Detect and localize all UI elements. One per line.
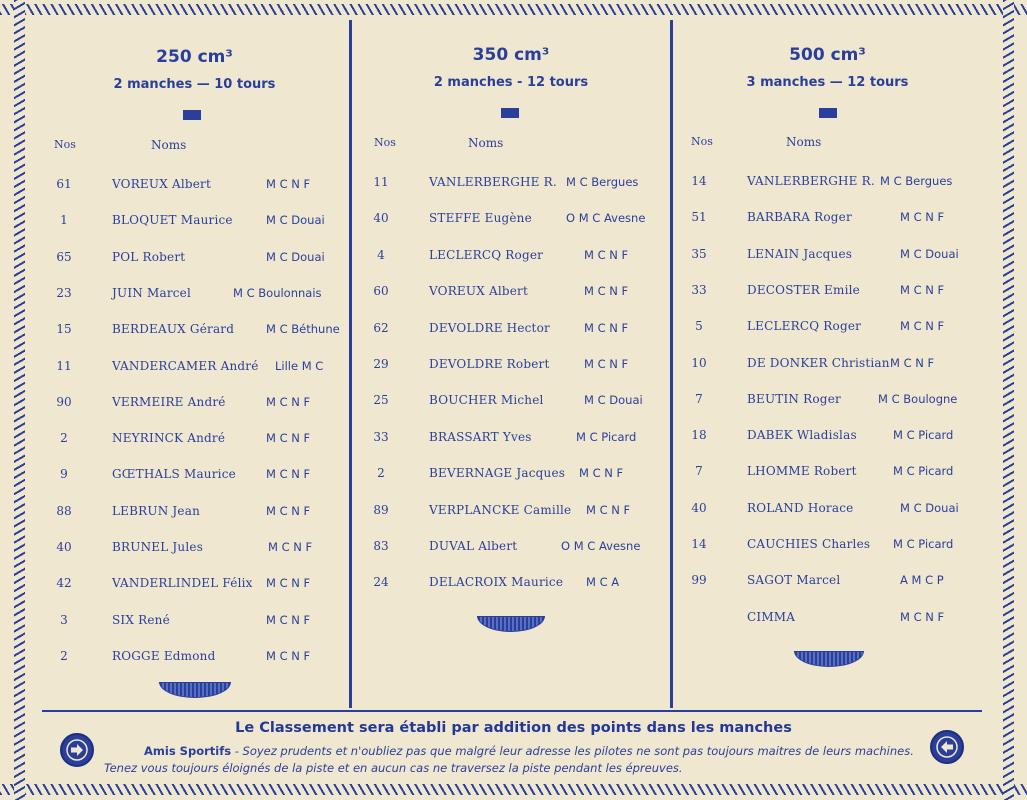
rider-name: VERPLANCKE Camille (429, 502, 572, 517)
table-row (675, 610, 980, 626)
rider-name: BERDEAUX Gérard (112, 322, 235, 337)
rider-number: 99 (691, 573, 707, 588)
rider-number: 5 (695, 319, 703, 334)
table-row (354, 466, 668, 482)
rope-border-bottom (0, 784, 1027, 795)
table-row (42, 504, 347, 520)
rider-club: Lille M C (275, 358, 324, 373)
rider-club: M C Picard (893, 537, 954, 551)
rider-number: 18 (691, 428, 707, 443)
table-row (42, 540, 347, 556)
warning-text: - Soyez prudents et n'oubliez pas que malgré leur adresse les pilotes ne sont pas toujours maitres de leurs machines. Tenez vous toujours éloignés de la piste et en aucun cas ne traversez la piste pendant les épreuves. (104, 744, 914, 775)
rider-club: M C Béthune (266, 322, 340, 337)
class-350-column (354, 20, 668, 710)
rider-number: 11 (56, 358, 72, 373)
table-row (42, 177, 347, 193)
rider-name: CAUCHIES Charles (747, 537, 871, 551)
rider-number: 35 (691, 246, 707, 261)
rider-number: 15 (56, 322, 72, 337)
rider-name: BLOQUET Maurice (112, 213, 233, 228)
table-row (42, 576, 347, 592)
rider-name: ROGGE Edmond (112, 648, 216, 663)
grid-ornament-icon (819, 108, 837, 118)
rider-club: M C Douai (584, 393, 643, 408)
rider-name: LEBRUN Jean (112, 503, 201, 518)
grid-ornament-icon (501, 108, 519, 118)
rider-club: M C Douai (266, 213, 325, 228)
rider-name: VANDERLINDEL Félix (112, 576, 253, 591)
rider-name: JUIN Marcel (112, 285, 192, 300)
rider-name: BRUNEL Jules (112, 540, 204, 554)
rider-number: 83 (373, 539, 389, 553)
class-subtitle: 3 manches — 12 tours (746, 75, 909, 90)
table-row (675, 247, 980, 263)
class-title: 250 cm³ (156, 47, 233, 67)
rider-number: 29 (373, 357, 389, 371)
rider-name: DUVAL Albert (429, 539, 518, 553)
rider-number: 11 (373, 175, 389, 189)
rider-number: 23 (56, 285, 72, 300)
rider-club: M C N F (586, 502, 631, 517)
rider-number: 14 (691, 174, 707, 188)
table-row (42, 431, 347, 447)
table-row (354, 503, 668, 519)
rider-club: M C Picard (576, 429, 637, 444)
rider-name: GŒTHALS Maurice (112, 467, 236, 482)
table-row (42, 286, 347, 302)
bowl-ornament-icon (159, 682, 231, 698)
rider-name: NEYRINCK André (112, 431, 226, 446)
rope-border-left (14, 0, 25, 800)
numbers-header: Nos (691, 135, 713, 148)
rider-club: M C N F (584, 247, 629, 262)
rider-club: M C Douai (900, 500, 959, 515)
rope-border-top (0, 4, 1027, 15)
rider-club: M C Douai (266, 249, 325, 264)
table-row (675, 174, 980, 190)
rider-number: 61 (56, 177, 72, 191)
rider-name: DECOSTER Emile (747, 282, 860, 297)
table-row (42, 395, 347, 411)
footer-warning (104, 743, 934, 777)
rider-number: 33 (373, 429, 389, 444)
rider-club: O M C Avesne (561, 539, 641, 553)
rider-number: 89 (373, 502, 389, 517)
rider-name: POL Robert (112, 249, 186, 264)
rider-number: 33 (691, 282, 707, 297)
rider-number: 2 (60, 431, 68, 446)
table-row (354, 248, 668, 264)
table-row (354, 357, 668, 373)
rider-name: SIX René (112, 612, 170, 627)
rider-club: M C N F (584, 320, 629, 335)
rider-number: 62 (373, 320, 389, 335)
rider-name: VERMEIRE André (112, 394, 226, 409)
rider-club: M C N F (266, 612, 311, 627)
table-row (42, 467, 347, 483)
rider-number: 25 (373, 393, 389, 408)
rider-club: M C N F (900, 319, 945, 334)
arrow-right-icon (60, 733, 94, 767)
table-row (354, 393, 668, 409)
rider-number: 42 (56, 576, 72, 591)
class-500-column (675, 20, 980, 710)
rider-name: BOUCHER Michel (429, 393, 544, 408)
table-row (354, 211, 668, 227)
rider-number: 40 (691, 500, 707, 515)
rider-name: BEUTIN Roger (747, 391, 841, 406)
rider-club: M C N F (266, 177, 311, 191)
rider-club: M C N F (900, 210, 945, 225)
rider-name: CIMMA (747, 609, 796, 624)
rider-name: ROLAND Horace (747, 500, 854, 515)
rider-club: M C Picard (893, 428, 954, 443)
arrow-left-icon (930, 730, 964, 764)
class-250-column (42, 20, 347, 710)
rider-number: 14 (691, 537, 707, 551)
rider-club: M C N F (266, 503, 311, 518)
rider-club: M C Boulonnais (233, 285, 322, 300)
warning-lead: Amis Sportifs (144, 744, 232, 758)
table-row (354, 575, 668, 591)
rider-number: 40 (56, 540, 72, 554)
rider-club: M C Picard (893, 464, 954, 479)
rider-club: A M C P (900, 573, 944, 588)
rider-club: M C N F (266, 648, 311, 663)
rider-number: 1 (60, 213, 68, 228)
rider-name: DEVOLDRE Hector (429, 320, 550, 335)
table-row (675, 356, 980, 372)
class-subtitle: 2 manches - 12 tours (433, 75, 589, 90)
rider-name: VANLERBERGHE R. (429, 175, 557, 189)
rider-club: M C Douai (900, 246, 959, 261)
table-row (42, 322, 347, 338)
table-row (675, 573, 980, 589)
rider-club: M C Boulogne (878, 391, 958, 406)
rider-number: 51 (691, 210, 707, 225)
rider-club: M C N F (266, 576, 311, 591)
rider-club: M C N F (579, 466, 624, 481)
grid-ornament-icon (183, 110, 201, 120)
rider-name: VANLERBERGHE R. (747, 174, 875, 188)
table-row (42, 250, 347, 266)
rider-club: M C N F (266, 467, 311, 482)
table-row (354, 539, 668, 555)
rider-name: LENAIN Jacques (747, 246, 853, 261)
table-row (675, 464, 980, 480)
rope-border-right (1003, 0, 1014, 800)
rider-number: 88 (56, 503, 72, 518)
names-header: Noms (786, 135, 822, 149)
rider-club: M C N F (900, 282, 945, 297)
rider-number: 7 (695, 464, 703, 479)
rider-name: VOREUX Albert (429, 284, 529, 299)
rider-club: M C N F (268, 540, 313, 554)
table-row (42, 613, 347, 629)
bowl-ornament-icon (477, 616, 545, 632)
table-row (675, 283, 980, 299)
rider-number: 65 (56, 249, 72, 264)
rider-number: 4 (377, 247, 385, 262)
column-divider-2 (670, 20, 673, 708)
rider-number: 40 (373, 211, 389, 226)
class-title: 350 cm³ (472, 45, 550, 65)
table-row (42, 359, 347, 375)
table-row (42, 213, 347, 229)
rider-name: LHOMME Robert (747, 464, 857, 479)
footer-rule (42, 710, 982, 712)
rider-number: 2 (377, 466, 385, 481)
numbers-header: Nos (374, 136, 396, 149)
table-row (675, 392, 980, 408)
rider-name: VOREUX Albert (112, 177, 212, 191)
rider-club: M C Bergues (880, 174, 953, 188)
table-row (675, 501, 980, 517)
table-row (354, 175, 668, 191)
rider-club: M C N F (266, 394, 311, 409)
table-row (354, 321, 668, 337)
rider-club: M C N F (900, 609, 945, 624)
rider-club: M C N F (266, 431, 311, 446)
class-title: 500 cm³ (789, 45, 866, 65)
table-row (675, 428, 980, 444)
rider-number: 10 (691, 355, 707, 370)
rider-name: DELACROIX Maurice (429, 575, 564, 590)
footer-title: Le Classement sera établi par addition des points dans les manches (235, 720, 792, 736)
numbers-header: Nos (54, 138, 76, 151)
rider-name: BEVERNAGE Jacques (429, 466, 566, 481)
table-row (675, 210, 980, 226)
rider-name: DE DONKER Christian (747, 355, 890, 370)
rider-name: LECLERCQ Roger (747, 319, 862, 334)
rider-name: STEFFE Eugène (429, 211, 532, 226)
names-header: Noms (151, 138, 187, 152)
table-row (675, 319, 980, 335)
table-row (354, 430, 668, 446)
table-row (354, 284, 668, 300)
rider-name: SAGOT Marcel (747, 573, 841, 588)
names-header: Noms (468, 136, 504, 150)
rider-name: DABEK Wladislas (747, 428, 857, 443)
bowl-ornament-icon (794, 651, 864, 667)
rider-number: 9 (60, 467, 68, 482)
rider-club: M C N F (890, 355, 935, 370)
rider-club: M C Bergues (566, 175, 639, 189)
rider-number: 24 (373, 575, 389, 590)
rider-name: LECLERCQ Roger (429, 247, 544, 262)
rider-name: VANDERCAMER André (112, 358, 259, 373)
rider-club: M C N F (584, 357, 629, 371)
rider-name: BRASSART Yves (429, 429, 532, 444)
rider-number: 2 (60, 648, 68, 663)
rider-number: 3 (60, 612, 68, 627)
rider-club: M C N F (584, 284, 629, 299)
table-row (675, 537, 980, 553)
column-divider-1 (349, 20, 352, 708)
rider-club: O M C Avesne (566, 211, 646, 226)
table-row (42, 649, 347, 665)
class-subtitle: 2 manches — 10 tours (113, 77, 276, 92)
rider-name: BARBARA Roger (747, 210, 852, 225)
rider-number: 90 (56, 394, 72, 409)
rider-club: M C A (586, 575, 620, 590)
rider-number: 7 (695, 391, 703, 406)
rider-name: DEVOLDRE Robert (429, 357, 550, 371)
rider-number: 60 (373, 284, 389, 299)
